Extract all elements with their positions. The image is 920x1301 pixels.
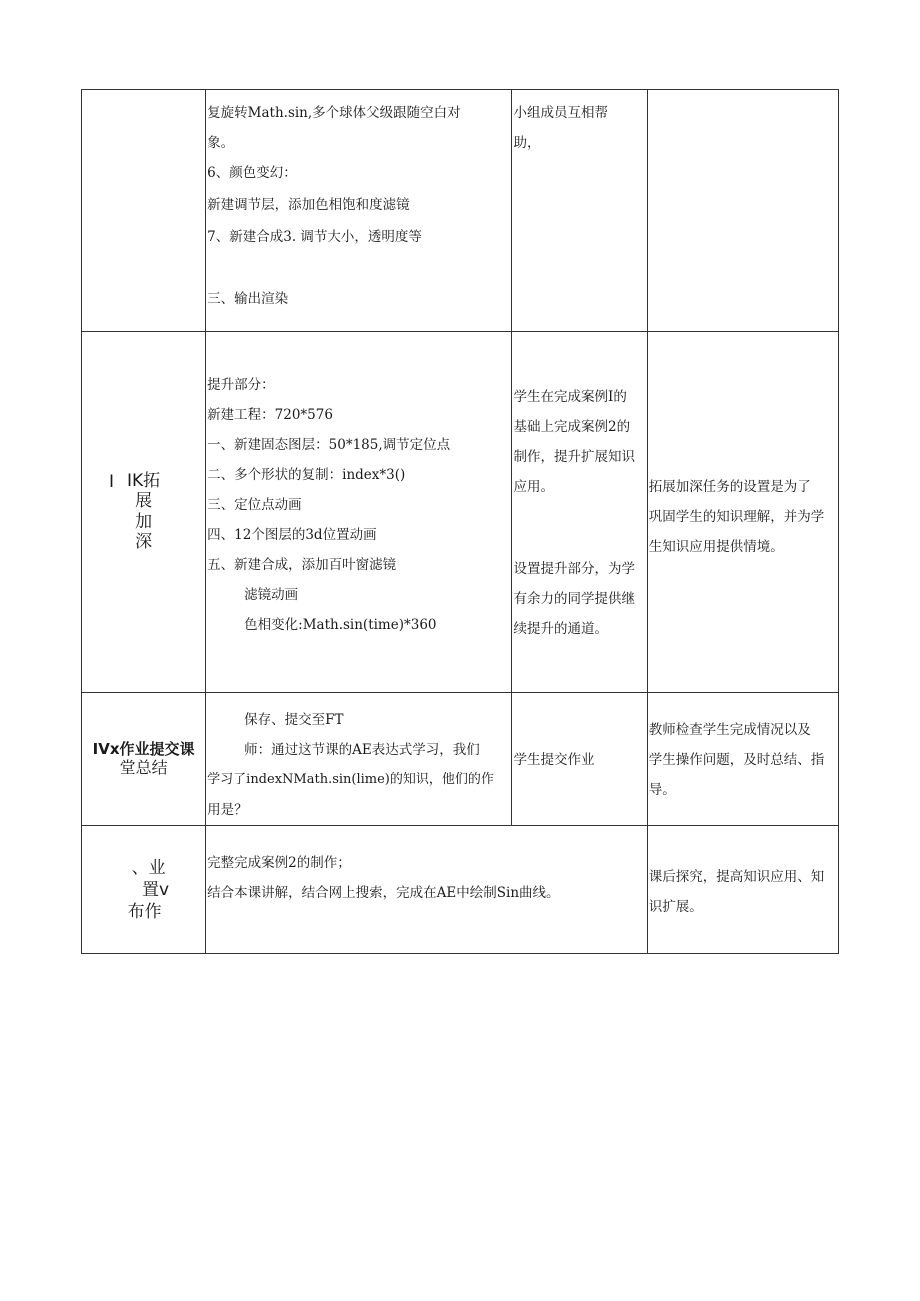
content-line: 师：通过这节课的AE表达式学习，我们 <box>244 742 480 758</box>
stage-label-line: 深 <box>135 532 153 553</box>
student-activity-cell <box>511 332 647 693</box>
intent-line: 拓展加深任务的设置是为了 <box>648 479 811 495</box>
student-line: 应用。 <box>513 479 555 495</box>
content-line: 新建调节层，添加色相饱和度滤镜 <box>207 197 410 213</box>
intent-line: 课后探究，提高知识应用、知 <box>648 869 825 885</box>
design-intent-cell <box>647 693 838 826</box>
stage-label-line: I <box>108 471 114 492</box>
content-line: 三、定位点动画 <box>207 497 302 513</box>
student-activity-cell <box>511 693 647 826</box>
intent-line: 教师检查学生完成情况以及 <box>648 722 811 738</box>
content-line: 学习了indexNMath.sin(lime)的知识，他们的作 <box>207 772 494 787</box>
stage-label-line: 堂总结 <box>119 758 168 778</box>
student-line: 小组成员互相帮 <box>513 105 609 121</box>
content-line: 保存、提交至FT <box>244 712 344 728</box>
stage-label-cell <box>82 693 206 826</box>
stage-label-line: 、业 <box>131 857 166 878</box>
content-line: 结合本课讲解，结合网上搜索，完成在AE中绘制Sin曲线。 <box>207 885 560 901</box>
stage-label-line: 展 <box>135 491 153 512</box>
student-line: 设置提升部分，为学 <box>513 561 636 577</box>
stage-label-line: IK拓 <box>126 470 161 491</box>
content-cell <box>206 332 511 693</box>
content-line: 滤镜动画 <box>244 587 299 603</box>
table-row <box>82 826 839 954</box>
content-line: 五、新建合成，添加百叶窗滤镜 <box>207 557 397 573</box>
design-intent-cell <box>647 826 838 954</box>
student-line: 续提升的通道。 <box>513 621 609 637</box>
content-line: 提升部分： <box>207 377 275 393</box>
stage-label-line: 加 <box>135 511 153 532</box>
content-line: 新建工程：720*576 <box>207 407 333 423</box>
stage-label-cell <box>82 90 206 332</box>
design-intent-cell <box>647 332 838 693</box>
student-line: 学生提交作业 <box>513 752 595 768</box>
content-line: 色相变化:Math.sin(time)*360 <box>244 617 437 633</box>
content-line: 用是？ <box>207 802 248 818</box>
content-line: 一、新建固态图层：50*185,调节定位点 <box>207 437 451 453</box>
content-line: 四、12个图层的3d位置动画 <box>207 527 377 543</box>
student-line: 基础上完成案例2的 <box>513 419 631 435</box>
intent-line: 生知识应用提供情境。 <box>648 539 784 555</box>
intent-line: 导。 <box>648 782 676 798</box>
content-line: 象。 <box>207 135 235 151</box>
content-cell <box>206 90 511 332</box>
student-line: 有余力的同学提供继 <box>513 591 636 607</box>
table-row <box>82 332 839 693</box>
student-line: 助， <box>513 135 541 151</box>
design-intent-cell <box>647 90 838 332</box>
table-row <box>82 90 839 332</box>
lesson-plan-table <box>81 89 839 954</box>
student-activity-cell <box>511 90 647 332</box>
content-cell <box>206 693 511 826</box>
content-line: 完整完成案例2的制作； <box>207 855 351 871</box>
stage-label-line: 布作 <box>127 901 162 922</box>
table-row <box>82 693 839 826</box>
student-line: 制作，提升扩展知识 <box>513 449 636 465</box>
stage-label-cell <box>82 826 206 954</box>
intent-line: 学生操作问题，及时总结、指 <box>648 752 825 768</box>
content-line: 二、多个形状的复制：index*3() <box>207 467 406 483</box>
content-cell <box>206 826 648 954</box>
stage-label-line: IVx作业提交课 <box>92 740 195 759</box>
student-line: 学生在完成案例I的 <box>513 389 627 405</box>
stage-label-line: 置v <box>142 879 170 900</box>
stage-label-cell <box>82 332 206 693</box>
content-line: 7、新建合成3. 调节大小，透明度等 <box>207 229 422 245</box>
content-line: 三、输出渲染 <box>207 291 289 307</box>
intent-line: 识扩展。 <box>648 899 703 915</box>
intent-line: 巩固学生的知识理解，并为学 <box>648 509 825 525</box>
content-line: 复旋转Math.sin,多个球体父级跟随空白对 <box>207 105 461 121</box>
content-line: 6、颜色变幻： <box>207 165 297 181</box>
